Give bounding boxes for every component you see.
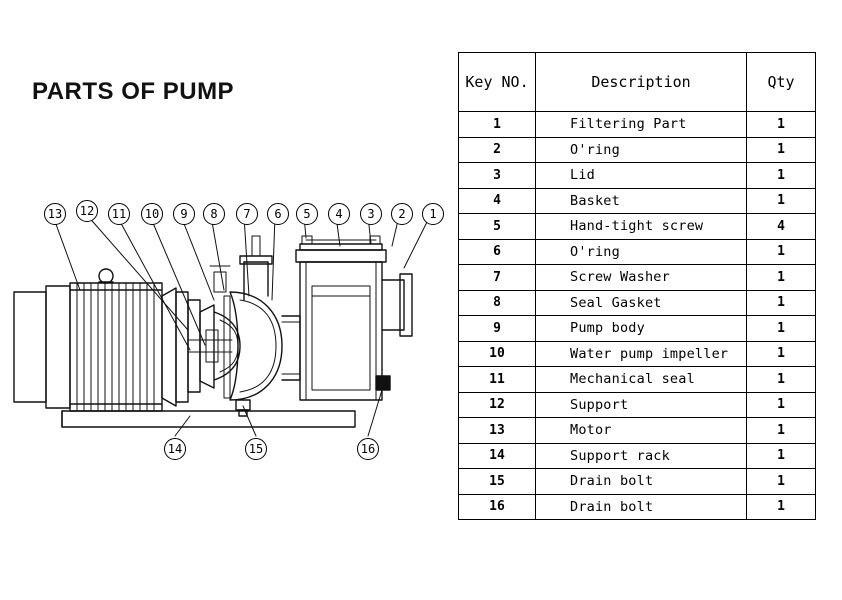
cell-description: Lid <box>536 163 747 189</box>
cell-qty: 1 <box>747 188 816 214</box>
cell-qty: 1 <box>747 265 816 291</box>
cell-description: Water pump impeller <box>536 341 747 367</box>
cell-key: 2 <box>459 137 536 163</box>
parts-table <box>458 52 816 520</box>
cell-qty: 1 <box>747 137 816 163</box>
cell-key: 14 <box>459 443 536 469</box>
cell-key: 12 <box>459 392 536 418</box>
cell-key: 1 <box>459 112 536 138</box>
cell-description: Support <box>536 392 747 418</box>
cell-description: O'ring <box>536 137 747 163</box>
cell-description: O'ring <box>536 239 747 265</box>
callout-9: 9 <box>173 203 195 225</box>
table-row <box>459 290 816 316</box>
cell-key: 15 <box>459 469 536 495</box>
cell-key: 3 <box>459 163 536 189</box>
cell-key: 16 <box>459 494 536 520</box>
cell-description: Seal Gasket <box>536 290 747 316</box>
cell-qty: 1 <box>747 239 816 265</box>
table-row <box>459 265 816 291</box>
cell-description: Drain bolt <box>536 494 747 520</box>
cell-qty: 1 <box>747 112 816 138</box>
cell-qty: 1 <box>747 290 816 316</box>
callout-7: 7 <box>236 203 258 225</box>
cell-description: Pump body <box>536 316 747 342</box>
column-header-qty: Qty <box>747 53 816 112</box>
cell-qty: 1 <box>747 341 816 367</box>
table-row <box>459 163 816 189</box>
cell-qty: 1 <box>747 469 816 495</box>
cell-description: Mechanical seal <box>536 367 747 393</box>
callout-14: 14 <box>164 438 186 460</box>
page-title: PARTS OF PUMP <box>32 78 235 105</box>
cell-description: Basket <box>536 188 747 214</box>
table-row <box>459 112 816 138</box>
table-row <box>459 418 816 444</box>
table-row <box>459 316 816 342</box>
table-row <box>459 443 816 469</box>
table-row <box>459 214 816 240</box>
callout-3: 3 <box>360 203 382 225</box>
cell-description: Screw Washer <box>536 265 747 291</box>
callout-10: 10 <box>141 203 163 225</box>
cell-qty: 1 <box>747 494 816 520</box>
cell-qty: 4 <box>747 214 816 240</box>
column-header-description: Description <box>536 53 747 112</box>
cell-key: 6 <box>459 239 536 265</box>
cell-key: 8 <box>459 290 536 316</box>
cell-description: Drain bolt <box>536 469 747 495</box>
table-row <box>459 341 816 367</box>
cell-qty: 1 <box>747 443 816 469</box>
cell-key: 7 <box>459 265 536 291</box>
column-header-key: Key NO. <box>459 53 536 112</box>
table-row <box>459 137 816 163</box>
cell-qty: 1 <box>747 163 816 189</box>
cell-key: 4 <box>459 188 536 214</box>
callout-8: 8 <box>203 203 225 225</box>
callout-1: 1 <box>422 203 444 225</box>
parts-table-body <box>459 112 816 520</box>
cell-qty: 1 <box>747 316 816 342</box>
cell-key: 5 <box>459 214 536 240</box>
table-row <box>459 469 816 495</box>
callout-2: 2 <box>391 203 413 225</box>
cell-qty: 1 <box>747 367 816 393</box>
cell-key: 13 <box>459 418 536 444</box>
table-row <box>459 494 816 520</box>
callout-5: 5 <box>296 203 318 225</box>
callout-4: 4 <box>328 203 350 225</box>
table-row <box>459 392 816 418</box>
cell-qty: 1 <box>747 392 816 418</box>
cell-description: Filtering Part <box>536 112 747 138</box>
cell-qty: 1 <box>747 418 816 444</box>
callout-16: 16 <box>357 438 379 460</box>
cell-description: Support rack <box>536 443 747 469</box>
callout-11: 11 <box>108 203 130 225</box>
callout-6: 6 <box>267 203 289 225</box>
parts-table-head <box>459 53 816 112</box>
callout-13: 13 <box>44 203 66 225</box>
cell-key: 10 <box>459 341 536 367</box>
table-row <box>459 188 816 214</box>
cell-key: 9 <box>459 316 536 342</box>
parts-table-container <box>458 52 816 520</box>
cell-description: Motor <box>536 418 747 444</box>
table-header-row <box>459 53 816 112</box>
cell-key: 11 <box>459 367 536 393</box>
table-row <box>459 367 816 393</box>
table-row <box>459 239 816 265</box>
callout-12: 12 <box>76 200 98 222</box>
callout-15: 15 <box>245 438 267 460</box>
cell-description: Hand-tight screw <box>536 214 747 240</box>
